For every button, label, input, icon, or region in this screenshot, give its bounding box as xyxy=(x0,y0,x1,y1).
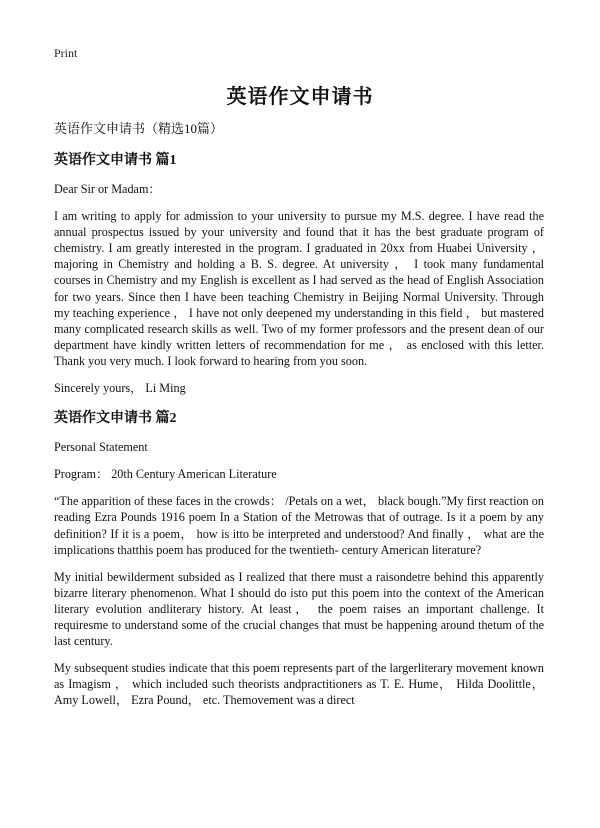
section-2-heading: 英语作文申请书 篇2 xyxy=(54,411,177,427)
document-body xyxy=(54,118,544,719)
salutation: Dear Sir or Madam： xyxy=(54,182,161,196)
section-1-heading: 英语作文申请书 篇1 xyxy=(54,153,177,168)
document-title: 英语作文申请书 xyxy=(226,84,374,108)
letter-signature: Sincerely yours， Li Ming xyxy=(54,381,186,396)
letter-body-paragraph: I am writing to apply for admission to your university to pursue my M.S. degree. I have read the annual prospectus issued by your university and found that it has the best graduate program of chemistry. I am greatly interested in the program. I graduated in 20xx from Huabei University ， majoring in Chemistry and holding a B. S. degree. At university ， I took many fundamental courses in Chemistry and my English is excellent as I had served as the head of English Association for two years. Since then I have been teaching Chemistry in Beijing Normal University. Through my teaching experience ， I have not only deepened my understanding in this field ， but mastered many complicated research skills as well. Two of my former professors and the present dean of our department have kindly written letters of recommendation for me ， as enclosed with this letter. Thank you very much. I look forward to hearing from you soon. xyxy=(54,209,544,368)
statement-paragraph-1: “The apparition of these faces in the crowds： /Petals on a wet， black bough.”My first reaction on reading Ezra Pounds 1916 poem In a Station of the Metrowas that of outrage. Is it a poem by any definition? If it is a poem， how is itto be interpreted and understood? And finally ， what are the implications thatthis poem has produced for the twentieth- century American literature? xyxy=(54,494,544,557)
document-subtitle: 英语作文申请书（精选10篇） xyxy=(54,121,224,136)
statement-paragraph-2: My initial bewilderment subsided as I realized that there must a raisondetre behind this apparently bizarre literary phenomenon. What I should do isto put this poem into the context of the American literary evolution andliterary history. At least， the poem raises an important challenge. It requiresme to understand some of the crucial changes that must be happening around thetum of the last century. xyxy=(54,569,544,649)
print-label[interactable]: Print xyxy=(54,46,78,60)
statement-title: Personal Statement xyxy=(54,440,148,455)
program-line: Program： 20th Century American Literature xyxy=(54,467,277,482)
statement-paragraph-3: My subsequent studies indicate that this poem represents part of the largerliterary movement known as Imagism ， which included such theorists andpractitioners as T. E. Hume， Hilda Doolittle， Amy Lowell， Ezra Pound， etc. Themovement was a direct xyxy=(54,661,544,708)
